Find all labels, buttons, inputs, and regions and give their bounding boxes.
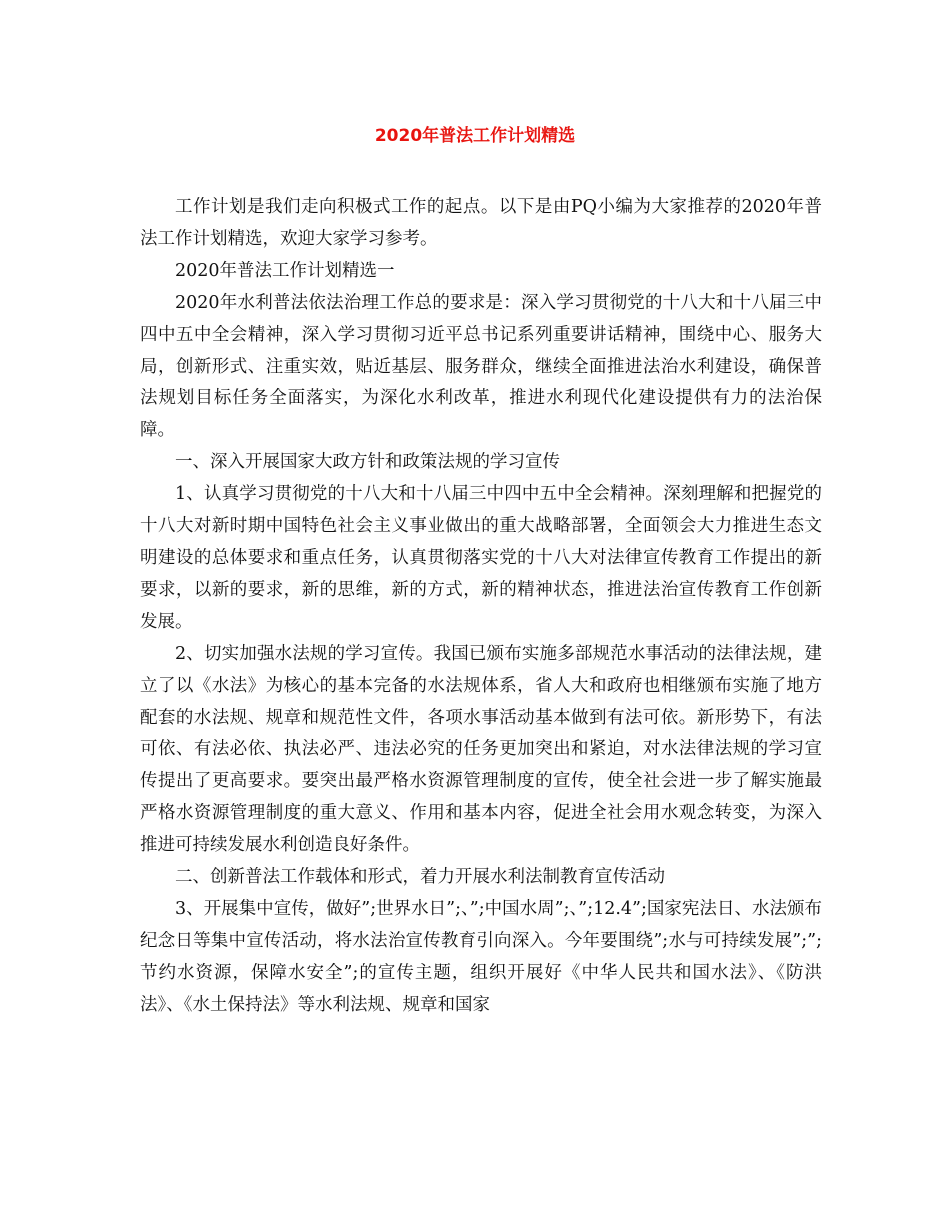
paragraph-item-3: 3、开展集中宣传，做好”;世界水日”;、”;中国水周”;、”;12.4”;国家宪法日、水法颁布纪念日等集中宣传活动，将水法治宣传教育引向深入。今年要围绕”;水与可持续发展”;”;节约水资源，保障水安全”;的宣传主题，组织开展好《中华人民共和国水法》、《防洪法》、《水土保持法》等水利法规、规章和国家 <box>140 898 822 1015</box>
section-heading-one: 一、深入开展国家大政方针和政策法规的学习宣传 <box>175 452 560 473</box>
paragraph-general-requirements: 2020年水利普法依法治理工作总的要求是：深入学习贯彻党的十八大和十八届三中四中五中全会精神，深入学习贯彻习近平总书记系列重要讲话精神，围绕中心、服务大局，创新形式、注重实效，贴近基层、服务群众，继续全面推进法治水利建设，确保普法规划目标任务全面落实，为深化水利改革，推进水利现代化建设提供有力的法治保障。 <box>140 292 822 441</box>
section-heading-plan-one: 2020年普法工作计划精选一 <box>175 260 395 281</box>
document-title: 2020年普法工作计划精选 <box>374 126 576 146</box>
document-body <box>140 192 822 1022</box>
paragraph-item-2: 2、切实加强水法规的学习宣传。我国已颁布实施多部规范水事活动的法律法规，建立了以《水法》为核心的基本完备的水法规体系，省人大和政府也相继颁布实施了地方配套的水法规、规章和规范性文件，各项水事活动基本做到有法可依。新形势下，有法可依、有法必依、执法必严、违法必究的任务更加突出和紧迫，对水法律法规的学习宣传提出了更高要求。要突出最严格水资源管理制度的宣传，使全社会进一步了解实施最严格水资源管理制度的重大意义、作用和基本内容，促进全社会用水观念转变，为深入推进可持续发展水利创造良好条件。 <box>140 643 822 856</box>
paragraph-intro: 工作计划是我们走向积极式工作的起点。以下是由PQ小编为大家推荐的2020年普法工作计划精选，欢迎大家学习参考。 <box>140 197 822 249</box>
paragraph-item-1: 1、认真学习贯彻党的十八大和十八届三中四中五中全会精神。深刻理解和把握党的十八大对新时期中国特色社会主义事业做出的重大战略部署，全面领会大力推进生态文明建设的总体要求和重点任务，认真贯彻落实党的十八大对法律宣传教育工作提出的新要求，以新的要求，新的思维，新的方式，新的精神状态，推进法治宣传教育工作创新发展。 <box>140 484 822 632</box>
section-heading-two: 二、创新普法工作载体和形式，着力开展水利法制教育宣传活动 <box>175 867 665 888</box>
